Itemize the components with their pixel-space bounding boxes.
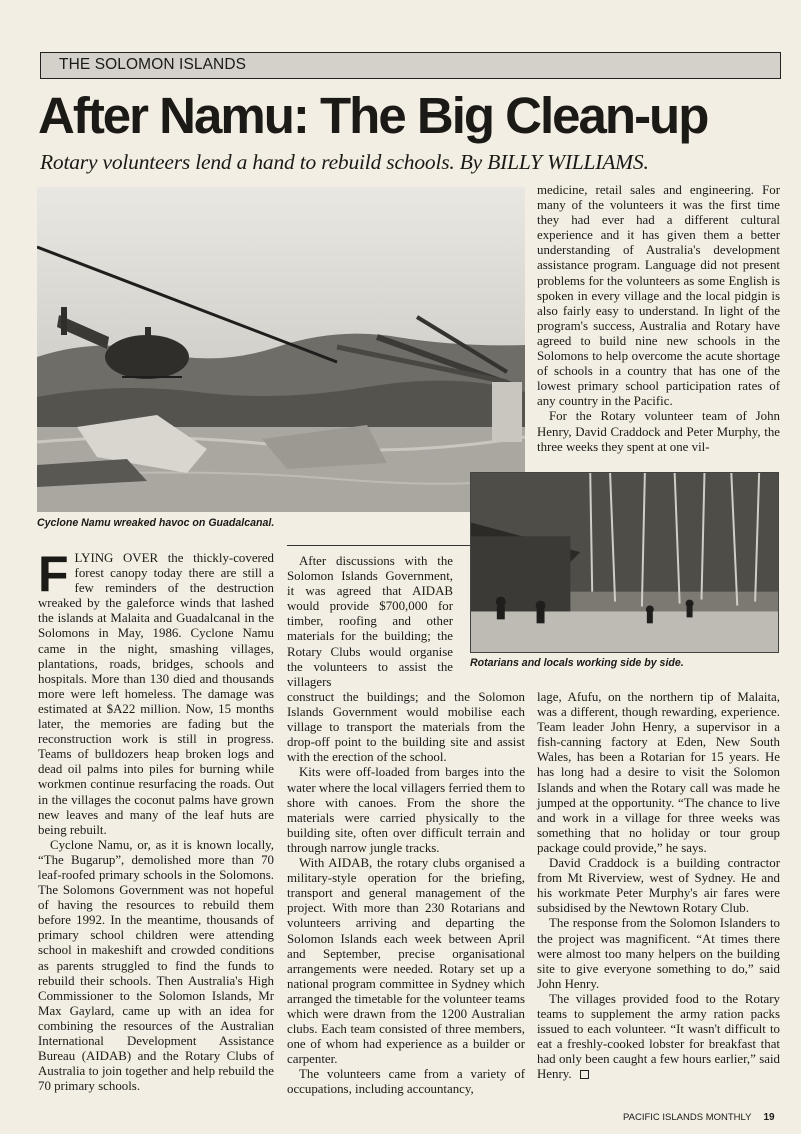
article-paragraph: The volunteers came from a variety of occupations, including accountancy, <box>287 1067 525 1097</box>
drop-cap: F <box>38 546 69 602</box>
article-paragraph: FLYING OVER the thickly-covered forest canopy today there are still a few reminders of the destruction wreaked by the galeforce winds that lashed the islands at Malaita and Guadalcanal in the Solomons in May, 1986. Cyclone Namu came in the night, smashing villages, plantations, roads, bridges, schools and hospitals. More than 130 died and thousands more were left homeless. The damage was estimated at $A22 million. Now, 15 months later, the memories are fading but the reconstruction work is still in progress. Teams of bulldozers heap broken logs and dead oil palms into piles for burning while workmen continue resurfacing the roads. Out in the villages the coconut palms have grown new leaves and many of the leaf huts are being rebuilt. <box>38 546 274 837</box>
page-number: 19 <box>763 1112 775 1123</box>
article-paragraph: After discussions with the Solomon Islands Government, it was agreed that AIDAB would provide $700,000 for timber, roofing and other materials for the building; the Rotary Clubs would organise the volunteers to assist the villagers <box>287 554 453 689</box>
photo-caption-cyclone: Cyclone Namu wreaked havoc on Guadalcanal. <box>37 517 275 529</box>
article-paragraph: The villages provided food to the Rotary teams to supplement the army ration packs issued to each volunteer. “It wasn't difficult to eat a freshly-cooked lobster for breakfast that had only been caught a few hours earlier,” said Henry. <box>537 991 780 1082</box>
article-paragraph: David Craddock is a building contractor from Mt Riverview, west of Sydney. He and his workmate Peter Murphy's air fares were subsidised by the Newtown Rotary Club. <box>537 856 780 916</box>
page-footer <box>623 1112 775 1123</box>
article-column-1 <box>38 546 274 1094</box>
article-column-3 <box>537 690 780 1082</box>
article-paragraph: For the Rotary volunteer team of John Henry, David Craddock and Peter Murphy, the three weeks they spent at one vil- <box>537 409 780 454</box>
article-paragraph: Cyclone Namu, or, as it is known locally, “The Bugarup”, demolished more than 70 leaf-roofed primary schools in the Solomons. The Solomons Government was not hopeful of having the resources to rebuild them before 1992. In the meantime, thousands of primary school children were attending school in makeshift and crowded conditions as parents struggled to find the funds to rebuild their schools. Then Australia's High Commissioner to the Solomon Islands, Mr Max Gaylard, came up with an idea for combining the resources of the Australian International Development Assistance Bureau (AIDAB) and the Rotary Clubs of Australia to join together and help rebuild the 70 primary schools. <box>38 837 274 1094</box>
photo-caption-worksite: Rotarians and locals working side by side. <box>470 657 684 669</box>
article-column-2 <box>287 690 525 1098</box>
article-paragraph: The response from the Solomon Islanders to the project was magnificent. “At times there were almost too many helpers on the building site to give everyone something to do,” said John Henry. <box>537 916 780 991</box>
article-paragraph: Kits were off-loaded from barges into the water where the local villagers ferried them to shore with canoes. From the shore the materials were carried physically to the building site, often over difficult terrain and through narrow jungle tracks. <box>287 765 526 855</box>
article-column-2-top <box>287 554 453 690</box>
article-paragraph: lage, Afufu, on the northern tip of Malaita, was a different, though rewarding, experience. Team leader John Henry, a supervisor in a fish-canning factory at Eden, New South Wales, has been a Rotarian for 15 years. He has long had a desire to visit the Solomon Islands and when the Rotary call was made he jumped at the opportunity. “The chance to live and work in a village for three weeks was something that no holiday or tour group package could provide,” he says. <box>537 690 780 855</box>
worksite-photo <box>470 472 779 653</box>
publication-name: PACIFIC ISLANDS MONTHLY <box>623 1112 752 1123</box>
article-paragraph: With AIDAB, the rotary clubs organised a military-style operation for the briefing, transport and general management of the project. With more than 230 Rotarians and volunteers arriving and departing the Solomon Islands each week between April and September, precise organisational arrangements were needed. Rotary set up a national program committee in Sydney which arranged the timetable for the volunteer teams which were drawn from the 1200 Australian clubs. Each team consisted of three members, one of whom had experience as a builder or carpenter. <box>287 856 525 1067</box>
section-banner: THE SOLOMON ISLANDS <box>40 52 781 79</box>
end-of-article-icon <box>580 1070 589 1079</box>
headline: After Namu: The Big Clean-up <box>38 87 708 144</box>
article-column-3-top <box>537 183 780 455</box>
cyclone-damage-photo <box>37 187 525 512</box>
standfirst: Rotary volunteers lend a hand to rebuild schools. By BILLY WILLIAMS. <box>40 150 649 174</box>
article-paragraph: medicine, retail sales and engineering. For many of the volunteers it was the first time they had ever had a different cultural experience and it has given them a better understanding of Australia's development assistance program. Language did not present problems for the volunteers as some English is spoken in every village and the local pidgin is also fairly easy to understand. In light of the program's success, Australia and Rotary have agreed to build nine new schools in the Solomons to help overcome the acute shortage of schools in a country that has one of the lowest primary school participation rates of any country in the Pacific. <box>537 183 780 409</box>
article-paragraph: construct the buildings; and the Solomon Islands Government would mobilise each village to transport the materials from the drop-off point to the building site and assist with the erection of the school. <box>287 690 525 765</box>
